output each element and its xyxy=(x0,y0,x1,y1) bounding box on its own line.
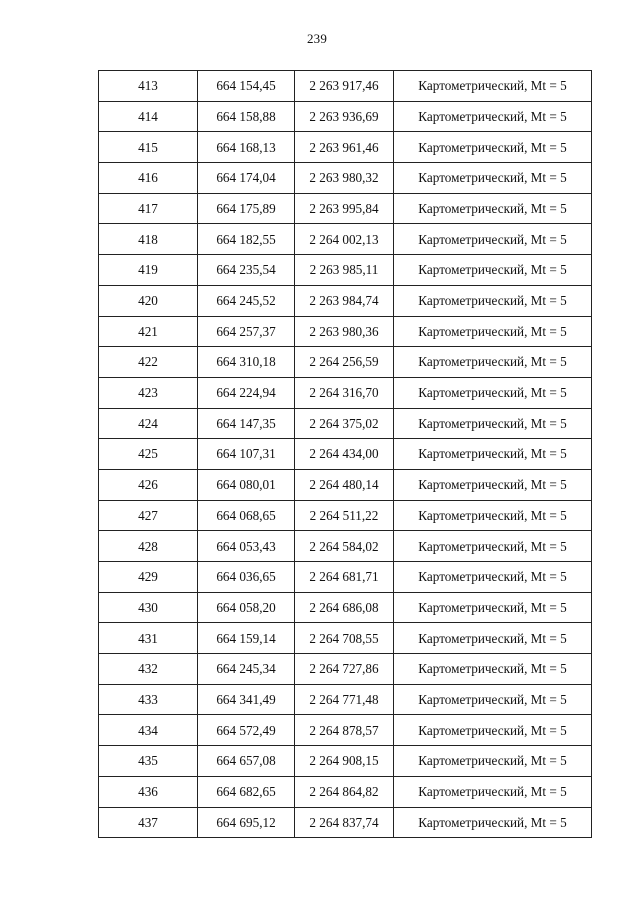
table-row xyxy=(99,101,592,132)
method-cell: Картометрический, Mt = 5 xyxy=(394,500,592,531)
x-coordinate-cell: 664 224,94 xyxy=(198,377,295,408)
point-number-cell: 436 xyxy=(99,776,198,807)
coordinates-table xyxy=(98,70,592,838)
table-row xyxy=(99,285,592,316)
x-coordinate-cell: 664 058,20 xyxy=(198,592,295,623)
method-cell: Картометрический, Mt = 5 xyxy=(394,193,592,224)
point-number-cell: 424 xyxy=(99,408,198,439)
y-coordinate-cell: 2 264 434,00 xyxy=(295,439,394,470)
table-row xyxy=(99,746,592,777)
y-coordinate-cell: 2 263 984,74 xyxy=(295,285,394,316)
method-cell: Картометрический, Mt = 5 xyxy=(394,469,592,500)
x-coordinate-cell: 664 154,45 xyxy=(198,71,295,102)
x-coordinate-cell: 664 682,65 xyxy=(198,776,295,807)
method-cell: Картометрический, Mt = 5 xyxy=(394,715,592,746)
method-cell: Картометрический, Mt = 5 xyxy=(394,776,592,807)
x-coordinate-cell: 664 245,34 xyxy=(198,654,295,685)
table-row xyxy=(99,224,592,255)
x-coordinate-cell: 664 107,31 xyxy=(198,439,295,470)
point-number-cell: 431 xyxy=(99,623,198,654)
table-row xyxy=(99,623,592,654)
x-coordinate-cell: 664 572,49 xyxy=(198,715,295,746)
y-coordinate-cell: 2 264 908,15 xyxy=(295,746,394,777)
table-row xyxy=(99,408,592,439)
y-coordinate-cell: 2 264 584,02 xyxy=(295,531,394,562)
y-coordinate-cell: 2 263 980,32 xyxy=(295,163,394,194)
table-row xyxy=(99,132,592,163)
y-coordinate-cell: 2 263 917,46 xyxy=(295,71,394,102)
x-coordinate-cell: 664 175,89 xyxy=(198,193,295,224)
y-coordinate-cell: 2 264 686,08 xyxy=(295,592,394,623)
point-number-cell: 426 xyxy=(99,469,198,500)
point-number-cell: 437 xyxy=(99,807,198,838)
y-coordinate-cell: 2 264 864,82 xyxy=(295,776,394,807)
method-cell: Картометрический, Mt = 5 xyxy=(394,684,592,715)
table-row xyxy=(99,469,592,500)
y-coordinate-cell: 2 264 256,59 xyxy=(295,347,394,378)
x-coordinate-cell: 664 053,43 xyxy=(198,531,295,562)
point-number-cell: 422 xyxy=(99,347,198,378)
table-row xyxy=(99,377,592,408)
page-number: 239 xyxy=(306,31,328,46)
table-row xyxy=(99,684,592,715)
method-cell: Картометрический, Mt = 5 xyxy=(394,408,592,439)
table-row xyxy=(99,531,592,562)
point-number-cell: 425 xyxy=(99,439,198,470)
table-row xyxy=(99,807,592,838)
x-coordinate-cell: 664 695,12 xyxy=(198,807,295,838)
x-coordinate-cell: 664 147,35 xyxy=(198,408,295,439)
table-row xyxy=(99,715,592,746)
table-row xyxy=(99,193,592,224)
x-coordinate-cell: 664 235,54 xyxy=(198,255,295,286)
method-cell: Картометрический, Mt = 5 xyxy=(394,377,592,408)
point-number-cell: 429 xyxy=(99,562,198,593)
point-number-cell: 415 xyxy=(99,132,198,163)
method-cell: Картометрический, Mt = 5 xyxy=(394,807,592,838)
y-coordinate-cell: 2 264 837,74 xyxy=(295,807,394,838)
x-coordinate-cell: 664 168,13 xyxy=(198,132,295,163)
y-coordinate-cell: 2 263 995,84 xyxy=(295,193,394,224)
y-coordinate-cell: 2 264 002,13 xyxy=(295,224,394,255)
x-coordinate-cell: 664 182,55 xyxy=(198,224,295,255)
y-coordinate-cell: 2 263 961,46 xyxy=(295,132,394,163)
point-number-cell: 423 xyxy=(99,377,198,408)
x-coordinate-cell: 664 657,08 xyxy=(198,746,295,777)
table-row xyxy=(99,347,592,378)
method-cell: Картометрический, Mt = 5 xyxy=(394,746,592,777)
point-number-cell: 417 xyxy=(99,193,198,224)
point-number-cell: 434 xyxy=(99,715,198,746)
x-coordinate-cell: 664 158,88 xyxy=(198,101,295,132)
coordinates-table-body xyxy=(99,71,592,838)
method-cell: Картометрический, Mt = 5 xyxy=(394,531,592,562)
method-cell: Картометрический, Mt = 5 xyxy=(394,439,592,470)
method-cell: Картометрический, Mt = 5 xyxy=(394,654,592,685)
x-coordinate-cell: 664 341,49 xyxy=(198,684,295,715)
y-coordinate-cell: 2 264 727,86 xyxy=(295,654,394,685)
point-number-cell: 420 xyxy=(99,285,198,316)
y-coordinate-cell: 2 264 708,55 xyxy=(295,623,394,654)
point-number-cell: 413 xyxy=(99,71,198,102)
y-coordinate-cell: 2 264 316,70 xyxy=(295,377,394,408)
method-cell: Картометрический, Mt = 5 xyxy=(394,255,592,286)
method-cell: Картометрический, Mt = 5 xyxy=(394,224,592,255)
point-number-cell: 419 xyxy=(99,255,198,286)
y-coordinate-cell: 2 264 511,22 xyxy=(295,500,394,531)
method-cell: Картометрический, Mt = 5 xyxy=(394,316,592,347)
table-row xyxy=(99,500,592,531)
table-row xyxy=(99,71,592,102)
table-row xyxy=(99,562,592,593)
table-row xyxy=(99,163,592,194)
point-number-cell: 433 xyxy=(99,684,198,715)
method-cell: Картометрический, Mt = 5 xyxy=(394,562,592,593)
y-coordinate-cell: 2 264 375,02 xyxy=(295,408,394,439)
y-coordinate-cell: 2 263 980,36 xyxy=(295,316,394,347)
x-coordinate-cell: 664 174,04 xyxy=(198,163,295,194)
x-coordinate-cell: 664 080,01 xyxy=(198,469,295,500)
point-number-cell: 414 xyxy=(99,101,198,132)
table-row xyxy=(99,439,592,470)
x-coordinate-cell: 664 036,65 xyxy=(198,562,295,593)
y-coordinate-cell: 2 264 480,14 xyxy=(295,469,394,500)
method-cell: Картометрический, Mt = 5 xyxy=(394,623,592,654)
method-cell: Картометрический, Mt = 5 xyxy=(394,101,592,132)
x-coordinate-cell: 664 310,18 xyxy=(198,347,295,378)
point-number-cell: 418 xyxy=(99,224,198,255)
method-cell: Картометрический, Mt = 5 xyxy=(394,592,592,623)
table-row xyxy=(99,316,592,347)
x-coordinate-cell: 664 257,37 xyxy=(198,316,295,347)
point-number-cell: 416 xyxy=(99,163,198,194)
method-cell: Картометрический, Mt = 5 xyxy=(394,132,592,163)
y-coordinate-cell: 2 264 681,71 xyxy=(295,562,394,593)
method-cell: Картометрический, Mt = 5 xyxy=(394,71,592,102)
x-coordinate-cell: 664 068,65 xyxy=(198,500,295,531)
table-row xyxy=(99,255,592,286)
point-number-cell: 428 xyxy=(99,531,198,562)
table-row xyxy=(99,776,592,807)
y-coordinate-cell: 2 263 985,11 xyxy=(295,255,394,286)
point-number-cell: 435 xyxy=(99,746,198,777)
point-number-cell: 432 xyxy=(99,654,198,685)
y-coordinate-cell: 2 263 936,69 xyxy=(295,101,394,132)
method-cell: Картометрический, Mt = 5 xyxy=(394,285,592,316)
table-row xyxy=(99,592,592,623)
y-coordinate-cell: 2 264 878,57 xyxy=(295,715,394,746)
method-cell: Картометрический, Mt = 5 xyxy=(394,347,592,378)
y-coordinate-cell: 2 264 771,48 xyxy=(295,684,394,715)
x-coordinate-cell: 664 159,14 xyxy=(198,623,295,654)
point-number-cell: 421 xyxy=(99,316,198,347)
point-number-cell: 427 xyxy=(99,500,198,531)
x-coordinate-cell: 664 245,52 xyxy=(198,285,295,316)
method-cell: Картометрический, Mt = 5 xyxy=(394,163,592,194)
table-row xyxy=(99,654,592,685)
point-number-cell: 430 xyxy=(99,592,198,623)
